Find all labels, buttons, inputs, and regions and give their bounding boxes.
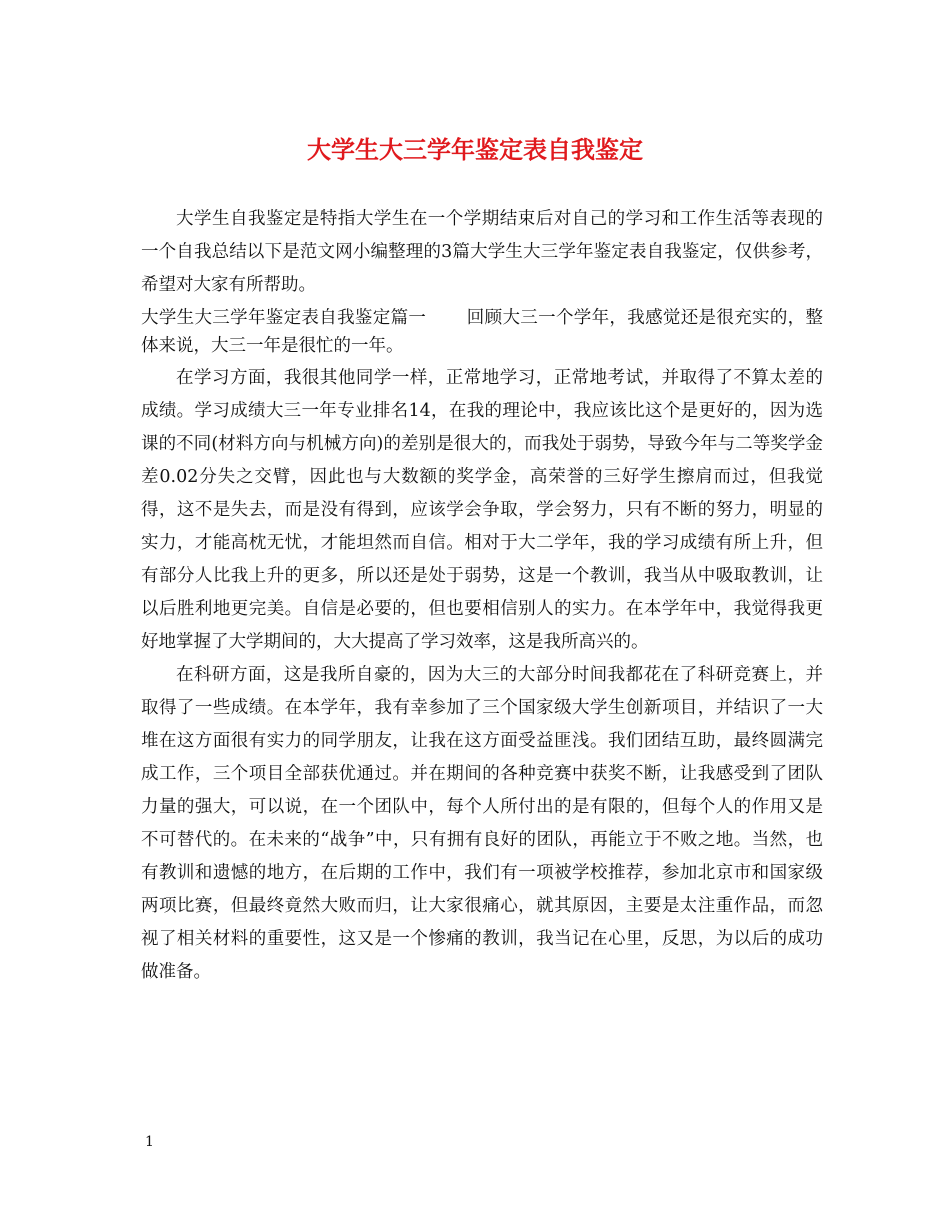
section-heading-line [141, 304, 823, 360]
document-title: 大学生大三学年鉴定表自我鉴定 [307, 135, 643, 164]
section-lead: 回顾大三一个学年，我感觉还是很充实的，整体来说，大三一年是很忙的一年。 [141, 308, 824, 356]
section-heading: 大学生大三学年鉴定表自我鉴定篇一 [141, 308, 427, 328]
study-paragraph: 在学习方面，我很其他同学一样，正常地学习，正常地考试，并取得了不算太差的成绩。学习成绩大三一年专业排名14，在我的理论中，我应该比这个是更好的，因为选课的不同(材料方向与机械方向)的差别是很大的，而我处于弱势，导致今年与二等奖学金差0.02分失之交臂，因此也与大数额的奖学金，高荣誉的三好学生擦肩而过，但我觉得，这不是失去，而是没有得到，应该学会争取，学会努力，只有不断的努力，明显的实力，才能高枕无忧，才能坦然而自信。相对于大二学年，我的学习成绩有所上升，但有部分人比我上升的更多，所以还是处于弱势，这是一个教训，我当从中吸取教训，让以后胜利地更完美。自信是必要的，但也要相信别人的实力。在本学年中，我觉得我更好地掌握了大学期间的，大大提高了学习效率，这是我所高兴的。 [141, 368, 823, 652]
document-body [141, 203, 823, 989]
page-number: 1 [145, 1134, 154, 1150]
research-paragraph: 在科研方面，这是我所自豪的，因为大三的大部分时间我都花在了科研竞赛上，并取得了一些成绩。在本学年，我有幸参加了三个国家级大学生创新项目，并结识了一大堆在这方面很有实力的同学朋友，让我在这方面受益匪浅。我们团结互助，最终圆满完成工作，三个项目全部获优通过。并在期间的各种竞赛中获奖不断，让我感受到了团队力量的强大，可以说，在一个团队中，每个人所付出的是有限的，但每个人的作用又是不可替代的。在未来的“战争”中，只有拥有良好的团队，再能立于不败之地。当然，也有教训和遗憾的地方，在后期的工作中，我们有一项被学校推荐，参加北京市和国家级两项比赛，但最终竟然大败而归，让大家很痛心，就其原因，主要是太注重作品，而忽视了相关材料的重要性，这又是一个惨痛的教训，我当记在心里，反思，为以后的成功做准备。 [141, 665, 823, 982]
intro-paragraph: 大学生自我鉴定是特指大学生在一个学期结束后对自己的学习和工作生活等表现的一个自我总结以下是范文网小编整理的3篇大学生大三学年鉴定表自我鉴定，仅供参考，希望对大家有所帮助。 [141, 209, 823, 295]
